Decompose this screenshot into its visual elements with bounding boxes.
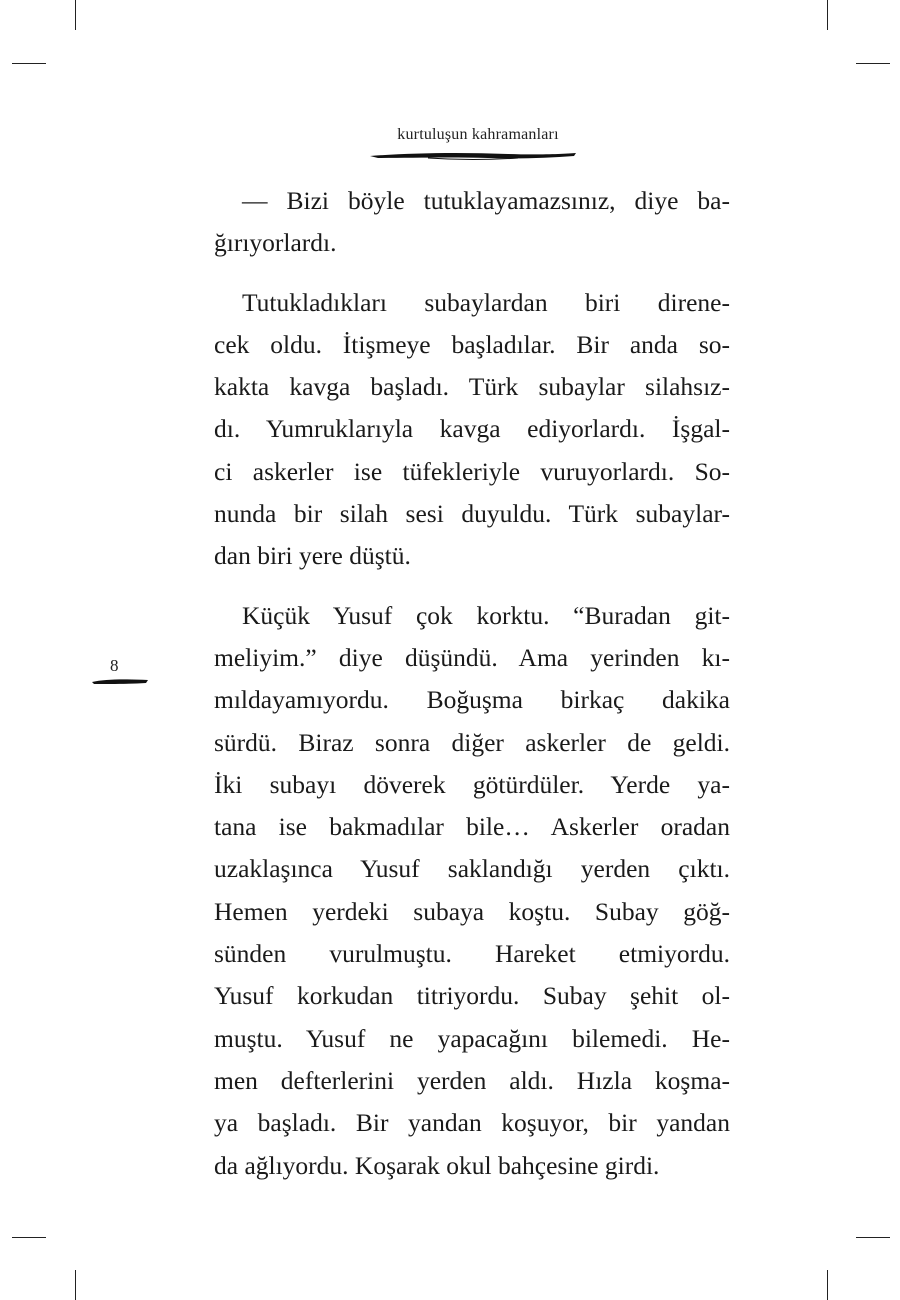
paragraph-1 xyxy=(214,180,730,265)
text-line: tana ise bakmadılar bile… Askerler oradan xyxy=(214,812,730,842)
text-line: sürdü. Biraz sonra diğer askerler de geldi. xyxy=(214,727,730,757)
text-line: cek oldu. İtişmeye başladılar. Bir anda so- xyxy=(214,329,730,359)
text-line: da ağlıyordu. Koşarak okul bahçesine girdi. xyxy=(214,1150,660,1180)
crop-mark-bottom-right xyxy=(827,1270,828,1300)
text-line: Tutukladıkları subaylardan biri direne- xyxy=(242,287,730,317)
text-line: muştu. Yusuf ne yapacağını bilemedi. He- xyxy=(214,1023,730,1053)
paragraph-2 xyxy=(214,282,730,578)
crop-mark-left-lower xyxy=(12,1237,46,1238)
text-line: mıldayamıyordu. Boğuşma birkaç dakika xyxy=(214,685,730,715)
crop-mark-bottom-left xyxy=(75,1270,76,1300)
text-line: sünden vurulmuştu. Hareket etmiyordu. xyxy=(214,939,730,969)
text-line: İki subayı döverek götürdüler. Yerde ya- xyxy=(214,769,730,799)
text-line: ya başladı. Bir yandan koşuyor, bir yandan xyxy=(214,1108,730,1138)
paragraph-3 xyxy=(214,595,730,1187)
running-head-brush-stroke xyxy=(368,149,578,161)
text-line: men defterlerini yerden aldı. Hızla koşma- xyxy=(214,1065,730,1095)
crop-mark-top-left xyxy=(75,0,76,30)
text-line: ğırıyorlardı. xyxy=(214,228,337,258)
text-line: uzaklaşınca Yusuf saklandığı yerden çıktı. xyxy=(214,854,730,884)
text-line: dan biri yere düştü. xyxy=(214,541,411,571)
crop-mark-right-lower xyxy=(856,1237,890,1238)
text-line: — Bizi böyle tutuklayamazsınız, diye ba- xyxy=(242,186,730,215)
running-head: kurtuluşun kahramanları xyxy=(397,126,559,143)
text-line: Küçük Yusuf çok korktu. “Buradan git- xyxy=(242,600,730,630)
text-line: nunda bir silah sesi duyuldu. Türk subaylar- xyxy=(214,499,730,529)
page-number-brush-stroke xyxy=(90,676,150,686)
crop-mark-right-upper xyxy=(856,63,890,64)
text-line: dı. Yumruklarıyla kavga ediyorlardı. İşgal- xyxy=(214,414,730,444)
text-line: meliyim.” diye düşündü. Ama yerinden kı- xyxy=(214,642,730,672)
page-number: 8 xyxy=(110,656,119,675)
crop-mark-left-upper xyxy=(12,63,46,64)
text-line: Hemen yerdeki subaya koştu. Subay göğ- xyxy=(214,896,730,926)
text-line: kakta kavga başladı. Türk subaylar silahsız- xyxy=(214,372,730,402)
body-text xyxy=(214,180,730,1204)
text-line: ci askerler ise tüfekleriyle vuruyorlardı. So- xyxy=(214,456,730,486)
text-line: Yusuf korkudan titriyordu. Subay şehit ol- xyxy=(214,981,730,1011)
crop-mark-top-right xyxy=(827,0,828,30)
